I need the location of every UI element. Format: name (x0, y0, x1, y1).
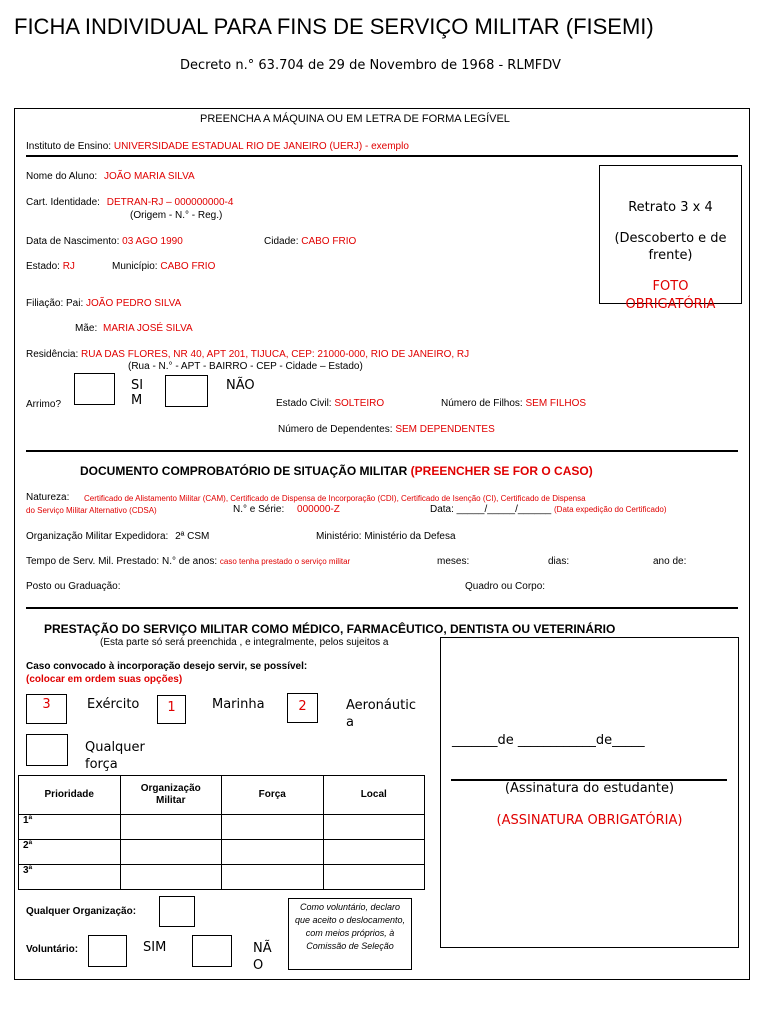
photo-title: Retrato 3 x 4 (628, 200, 713, 215)
months-label: meses: (437, 556, 470, 567)
corps-label: Quadro ou Corpo: (465, 581, 546, 592)
institute-label: Instituto de Ensino: (26, 141, 112, 152)
choice-note: (colocar em ordem suas opções) (26, 674, 183, 685)
table-cell[interactable] (222, 865, 324, 890)
days-label: dias: (548, 556, 570, 567)
signature-box[interactable] (440, 637, 739, 948)
residence-label: Residência: (26, 349, 79, 360)
table-row (19, 815, 425, 840)
service-heading: PRESTAÇÃO DO SERVIÇO MILITAR COMO MÉDICO, FARMACÊUTICO, DENTISTA OU VETERINÁRIO (44, 622, 616, 636)
table-header-row (19, 776, 425, 815)
military-doc-title-note: (PREENCHER SE FOR O CASO) (410, 464, 593, 478)
municipality-label: Município: (112, 261, 158, 272)
table-cell[interactable] (323, 815, 425, 840)
any-org-checkbox[interactable] (159, 896, 195, 927)
series-row (233, 504, 340, 515)
priority-cell: 3ª (19, 865, 121, 890)
decree-subtitle: Decreto n.° 63.704 de 29 de Novembro de 1968 - RLMFDV (180, 58, 561, 73)
org-label: Organização Militar Expedidora: (26, 531, 169, 542)
divider (26, 450, 738, 452)
date-label[interactable]: Data: _____/_____/______ (430, 504, 552, 515)
table-cell[interactable] (323, 840, 425, 865)
birth-row (26, 236, 183, 247)
table-cell[interactable] (120, 815, 222, 840)
signature-date-line: _______de ____________de_____ (452, 733, 645, 748)
choice-label: Caso convocado à incorporação desejo servir, se possível: (26, 661, 308, 672)
form-instruction: PREENCHA A MÁQUINA OU EM LETRA DE FORMA LEGÍVEL (200, 113, 510, 125)
nature-value-line2[interactable]: do Serviço Militar Alternativo (CDSA) (26, 506, 157, 515)
father-value[interactable]: JOÃO PEDRO SILVA (86, 298, 182, 309)
army-label: Exército (87, 697, 140, 712)
student-label: Nome do Aluno: (26, 171, 98, 182)
arrimo-yes-label: SI M (131, 378, 144, 408)
airforce-rank-box[interactable]: 2 (287, 693, 318, 723)
time-label: Tempo de Serv. Mil. Prestado: N.° de anos: (26, 556, 218, 567)
page-title: FICHA INDIVIDUAL PARA FINS DE SERVIÇO MILITAR (FISEMI) (14, 14, 654, 39)
id-value[interactable]: DETRAN-RJ – 000000000-4 (106, 197, 234, 208)
state-value[interactable]: RJ (62, 261, 75, 272)
dependents-row (278, 424, 495, 435)
dependents-label: Número de Dependentes: (278, 424, 393, 435)
birth-value[interactable]: 03 AGO 1990 (122, 236, 183, 247)
volunteer-note: Como voluntário, declaro que aceito o deslocamento, com meios próprios, à Comissão de Seleção (294, 902, 406, 951)
nature-value-line1[interactable]: Certificado de Alistamento Militar (CAM), Certificado de Dispensa de Incorporação (CDI), Certificado de Isenção (CI), Certificado de Dispensa (84, 494, 586, 503)
id-row (26, 197, 233, 208)
divider (26, 607, 738, 609)
date-row (430, 504, 667, 515)
father-label: Filiação: Pai: (26, 298, 84, 309)
col-local: Local (323, 776, 425, 815)
institute-row (26, 141, 409, 152)
any-force-checkbox[interactable] (26, 734, 68, 766)
org-value[interactable]: 2ª CSM (175, 531, 210, 542)
ministry-value[interactable]: Ministério da Defesa (364, 531, 456, 542)
ministry-row (316, 531, 456, 542)
state-label: Estado: (26, 261, 60, 272)
col-force: Força (222, 776, 324, 815)
rank-label: Posto ou Graduação: (26, 581, 121, 592)
state-row (26, 261, 75, 272)
civil-value[interactable]: SOLTEIRO (334, 398, 385, 409)
volunteer-label: Voluntário: (26, 944, 79, 955)
children-label: Número de Filhos: (441, 398, 523, 409)
id-hint: (Origem - N.° - Reg.) (130, 210, 223, 221)
institute-value[interactable]: UNIVERSIDADE ESTADUAL RIO DE JANEIRO (UERJ) - exemplo (113, 141, 409, 152)
priority-cell: 1ª (19, 815, 121, 840)
year-label: ano de: (653, 556, 687, 567)
photo-box[interactable] (599, 165, 742, 312)
org-row (26, 531, 209, 542)
signature-label: (Assinatura do estudante) (504, 781, 675, 796)
city-value[interactable]: CABO FRIO (301, 236, 357, 247)
civil-label: Estado Civil: (276, 398, 332, 409)
mother-label: Mãe: (75, 323, 98, 334)
father-row (26, 298, 181, 309)
military-doc-title: DOCUMENTO COMPROBATÓRIO DE SITUAÇÃO MILITAR (80, 464, 408, 478)
ministry-label: Ministério: (316, 531, 362, 542)
signature-required: (ASSINATURA OBRIGATÓRIA) (496, 813, 683, 828)
residence-row (26, 349, 469, 360)
city-label: Cidade: (264, 236, 299, 247)
civil-row (276, 398, 384, 409)
id-label: Cart. Identidade: (26, 197, 100, 208)
arrimo-no-label: NÃO (226, 378, 255, 393)
student-row (26, 171, 195, 182)
navy-label: Marinha (212, 697, 265, 712)
municipality-row (112, 261, 215, 272)
photo-desc: (Descoberto e de frente) (614, 231, 727, 263)
table-cell[interactable] (323, 865, 425, 890)
arrimo-label: Arrimo? (26, 399, 62, 410)
residence-value[interactable]: RUA DAS FLORES, NR 40, APT 201, TIJUCA, CEP: 21000-000, RIO DE JANEIRO, RJ (81, 349, 470, 360)
divider (26, 155, 738, 157)
col-organization: Organização Militar (120, 776, 222, 815)
city-row (264, 236, 356, 247)
table-row (19, 840, 425, 865)
birth-label: Data de Nascimento: (26, 236, 120, 247)
table-row (19, 865, 425, 890)
table-cell[interactable] (222, 840, 324, 865)
volunteer-yes-label: SIM (143, 940, 167, 955)
children-value[interactable]: SEM FILHOS (525, 398, 587, 409)
date-value: (Data expedição do Certificado) (554, 505, 667, 514)
series-value[interactable]: 000000-Z (297, 504, 340, 515)
any-force-label: Qualquer força (85, 740, 145, 772)
priority-table (18, 775, 425, 890)
priority-cell: 2ª (19, 840, 121, 865)
table-cell[interactable] (120, 840, 222, 865)
volunteer-note-box (288, 898, 412, 970)
nature-label: Natureza: (26, 492, 70, 503)
photo-required: FOTO OBRIGATÓRIA (625, 279, 716, 312)
table-cell[interactable] (222, 815, 324, 840)
municipality-value[interactable]: CABO FRIO (160, 261, 216, 272)
time-row (26, 556, 350, 567)
student-value[interactable]: JOÃO MARIA SILVA (103, 171, 195, 182)
dependents-value[interactable]: SEM DEPENDENTES (395, 424, 495, 435)
mother-value[interactable]: MARIA JOSÉ SILVA (103, 323, 193, 334)
service-note: (Esta parte só será preenchida , e integralmente, pelos sujeitos a (100, 637, 389, 648)
time-value[interactable]: caso tenha prestado o serviço militar (219, 557, 351, 566)
series-label: N.° e Série: (233, 504, 285, 515)
col-priority: Prioridade (19, 776, 121, 815)
children-row (441, 398, 586, 409)
mother-row (75, 323, 193, 334)
military-doc-heading (80, 464, 593, 478)
residence-hint: (Rua - N.° - APT - BAIRRO - CEP - Cidade – Estado) (128, 361, 363, 372)
arrimo-yes-checkbox[interactable] (74, 373, 115, 405)
airforce-label: Aeronáutic a (346, 698, 416, 730)
army-rank-box[interactable]: 3 (26, 694, 67, 724)
volunteer-no-label: NÃ O (253, 941, 272, 973)
arrimo-no-checkbox[interactable] (165, 375, 208, 407)
table-cell[interactable] (120, 865, 222, 890)
any-org-label: Qualquer Organização: (26, 906, 137, 917)
volunteer-no-checkbox[interactable] (192, 935, 232, 967)
volunteer-yes-checkbox[interactable] (88, 935, 127, 967)
navy-rank-box[interactable]: 1 (157, 695, 186, 724)
